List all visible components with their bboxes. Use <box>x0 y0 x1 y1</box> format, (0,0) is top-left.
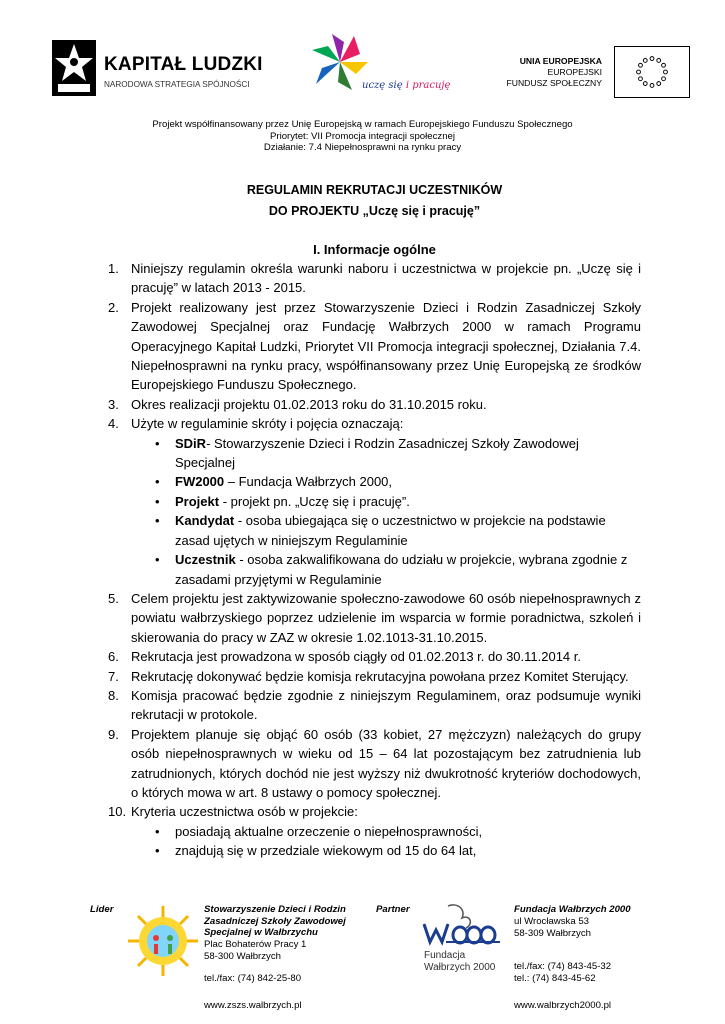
item-text: Okres realizacji projektu 01.02.2013 roku do 31.10.2015 roku. <box>131 396 487 412</box>
definition-desc: - osoba ubiegająca się o uczestnictwo w projekcie na podstawie zasad ujętych w niniejszym Regulaminie <box>175 513 606 548</box>
project-logo <box>310 32 450 100</box>
document-title <box>108 180 641 222</box>
project-star-icon <box>310 32 370 94</box>
item-number: 8. <box>108 687 119 703</box>
definitions-list <box>131 434 641 589</box>
item-number: 1. <box>108 261 119 276</box>
lider-name-line-3: Specjalnej w Wałbrzychu <box>204 927 318 938</box>
list-item <box>108 647 641 666</box>
funding-line-1: Projekt współfinansowany przez Unię Europejską w ramach Europejskiego Funduszu Społecznego <box>152 119 573 130</box>
list-item <box>108 259 641 298</box>
item-number: 3. <box>108 396 119 412</box>
item-number: 6. <box>108 649 119 665</box>
foundation-logo-text-1: Fundacja <box>424 950 466 961</box>
title-line-2: DO PROJEKTU „Uczę się i pracuję” <box>268 204 481 218</box>
item-text: Rekrutacja jest prowadzona w sposób ciągły od 01.02.2013 r. do 30.11.2014 r. <box>131 649 581 665</box>
definition-term: FW2000 <box>175 474 225 490</box>
lider-sun-logo-icon <box>126 904 200 978</box>
lider-website: www.zszs.walbrzych.pl <box>204 1000 302 1011</box>
item-number: 5. <box>108 590 119 606</box>
kapital-ludzki-subtitle: NARODOWA STRATEGIA SPÓJNOŚCI <box>104 80 250 89</box>
lider-name <box>204 904 346 939</box>
criteria-item: • znajdują się w przedziale wiekowym od 15 do 64 lat, <box>131 841 641 860</box>
item-number: 10. <box>108 804 127 820</box>
definition-item <box>131 472 641 491</box>
item-text: Komisja pracować będzie zgodnie z niniejszym Regulaminem, oraz podsumuje wyniki rekrutacji w protokole. <box>131 687 641 723</box>
eu-line-2: EUROPEJSKI <box>547 67 602 77</box>
list-item <box>108 725 641 803</box>
list-item <box>108 589 641 647</box>
foundation-logo-text <box>424 950 495 974</box>
lider-address-line-1: Plac Bohaterów Pracy 1 <box>204 939 307 950</box>
lider-name-line-1: Stowarzyszenie Dzieci i Rodzin <box>204 904 346 915</box>
definition-item <box>131 511 641 550</box>
lider-name-line-2: Zasadniczej Szkoły Zawodowej <box>204 915 346 927</box>
definition-desc: - osoba zakwalifikowana do udziału w projekcie, wybrana zgodnie z zasadami przyjętymi w Regulaminie <box>175 552 628 587</box>
lider-address-line-2: 58-300 Wałbrzych <box>204 950 281 962</box>
definition-item <box>131 550 641 589</box>
definition-term: Uczestnik <box>175 552 236 568</box>
item-text: Projektem planuje się objąć 60 osób (33 kobiet, 27 mężczyzn) należących do grupy osób niepełnosprawnych w wieku od 15 – 64 lat pozostającym bez zatrudnienia lub zatrudnionych, których dochód nie jest wyższy niż dwukrotność kryteriów dochodowych, o których mowa w art. 8 ustawy o pomocy społecznej. <box>131 726 641 800</box>
list-item <box>108 686 641 725</box>
eu-text <box>507 56 603 89</box>
definition-item <box>131 434 641 473</box>
document-body <box>108 180 641 861</box>
partner-address-line-2: 58-309 Wałbrzych <box>514 927 591 939</box>
funding-line-3: Działanie: 7.4 Niepełnosprawni na rynku pracy <box>263 142 462 153</box>
eu-line-1: UNIA EUROPEJSKA <box>519 56 602 66</box>
item-text: Projekt realizowany jest przez Stowarzyszenie Dzieci i Rodzin Zasadniczej Szkoły Zawodowej Specjalnej oraz Fundację Wałbrzych 2000 w ramach Programu Operacyjnego Kapitał Ludzki, Priorytet VII Promocja integracji społecznej, Działania 7.4. Niepełnosprawni na rynku pracy, współfinansowany przez Unię Europejską ze środków Europejskiego Funduszu Społecznego. <box>131 299 641 393</box>
list-item <box>108 395 641 414</box>
project-logo-text-2: i pracuję <box>405 80 451 91</box>
footer <box>88 902 648 1014</box>
project-funding-info <box>0 119 725 154</box>
partner-phone-2: tel.: (74) 843-45-62 <box>514 972 596 984</box>
eu-line-3: FUNDUSZ SPOŁECZNY <box>506 78 602 88</box>
partner-foundation-logo <box>418 902 502 978</box>
funding-line-2: Priorytet: VII Promocja integracji społecznej <box>269 130 456 142</box>
item-number: 7. <box>108 668 119 684</box>
kapital-ludzki-star-icon <box>52 40 96 96</box>
partner-website: www.walbrzych2000.pl <box>514 1000 612 1011</box>
item-number: 9. <box>108 726 119 742</box>
section-heading: I. Informacje ogólne <box>313 242 436 257</box>
item-number: 2. <box>108 299 119 315</box>
foundation-logo-text-2: Wałbrzych 2000 <box>424 962 496 973</box>
eu-flag-icon <box>614 46 690 98</box>
list-item <box>108 298 641 395</box>
criteria-item: • posiadają aktualne orzeczenie o niepełnosprawności, <box>131 822 641 841</box>
item-text: Rekrutację dokonywać będzie komisja rekrutacyjna powołana przez Komitet Sterujący. <box>131 668 629 684</box>
w2000-logo-icon <box>418 902 502 948</box>
partner-phone <box>514 961 611 984</box>
item-text: Kryteria uczestnictwa osób w projekcie: <box>131 804 358 820</box>
definition-term: Kandydat <box>175 513 235 529</box>
kapital-ludzki-title: KAPITAŁ LUDZKI <box>104 54 263 75</box>
partner-phone-1: tel./fax: (74) 843-45-32 <box>514 961 612 972</box>
list-item <box>108 802 641 860</box>
eu-logo <box>506 46 690 102</box>
lider-phone: tel./fax: (74) 842-25-80 <box>204 973 302 984</box>
list-item <box>108 667 641 686</box>
item-text: Użyte w regulaminie skróty i pojęcia oznaczają: <box>131 416 404 432</box>
item-number: 4. <box>108 416 119 432</box>
definition-item <box>131 492 641 511</box>
definition-term: Projekt <box>175 493 220 509</box>
definition-term: SDiR <box>175 435 207 451</box>
criteria-list <box>131 822 641 861</box>
definition-desc: – Fundacja Wałbrzych 2000, <box>224 474 393 490</box>
list-item <box>108 414 641 589</box>
definition-desc: - Stowarzyszenie Dzieci i Rodzin Zasadniczej Szkoły Zawodowej Specjalnej <box>175 435 579 471</box>
regulation-list <box>108 259 641 861</box>
item-text: Niniejszy regulamin określa warunki naboru i uczestnictwa w projekcie pn. „Uczę się i pracuję” w latach 2013 - 2015. <box>131 261 641 296</box>
partner-name: Fundacja Wałbrzych 2000 <box>514 904 631 915</box>
project-logo-text-1: uczę się <box>362 80 403 91</box>
project-logo-text <box>362 80 450 91</box>
title-line-1: REGULAMIN REKRUTACJI UCZESTNIKÓW <box>246 183 503 197</box>
kapital-ludzki-logo <box>52 40 277 100</box>
definition-desc: - projekt pn. „Uczę się i pracuję”. <box>219 493 410 509</box>
lider-label: Lider <box>90 904 114 915</box>
item-text: Celem projektu jest zaktywizowanie społeczno-zawodowe 60 osób niepełnosprawnych z powiatu wałbrzyskiego poprzez udzielenie im wsparcia w formie poradnictwa, szkoleń i skierowania do pracy w ZAZ w okresie 1.02.1013-31.10.2015. <box>131 590 641 645</box>
lider-address <box>204 939 306 962</box>
partner-address-line-1: ul Wrocławska 53 <box>514 916 590 927</box>
partner-label: Partner <box>376 904 410 915</box>
partner-address <box>514 916 591 939</box>
